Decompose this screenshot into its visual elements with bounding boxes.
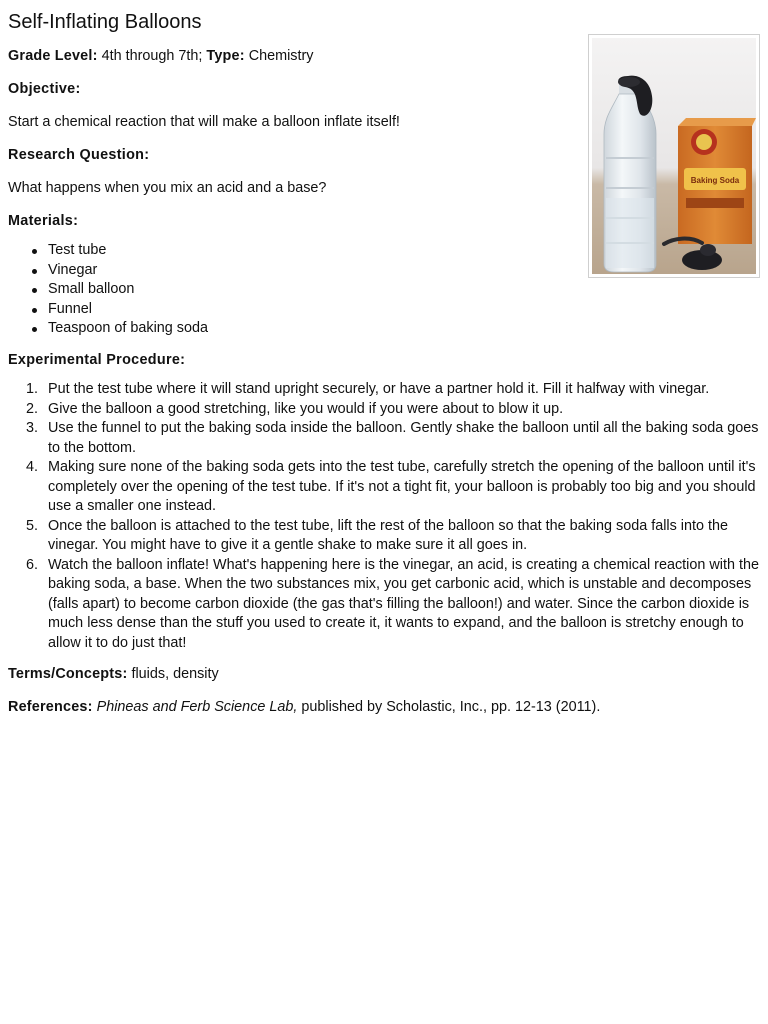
references-line bbox=[8, 698, 760, 718]
document bbox=[8, 10, 760, 730]
procedure-step: Once the balloon is attached to the test tube, lift the rest of the balloon so that the baking soda falls into the vinegar. You might have to give it a gentle shake to make sure it all goes in. bbox=[48, 517, 728, 553]
procedure-heading: Experimental Procedure: bbox=[8, 351, 186, 368]
objective-heading: Objective: bbox=[8, 80, 81, 97]
reference-details: published by Scholastic, Inc., pp. 12-13 (2011). bbox=[301, 698, 601, 715]
procedure-list bbox=[8, 380, 760, 653]
objective-text: Start a chemical reaction that will make a balloon inflate itself! bbox=[8, 114, 400, 130]
procedure-step: Give the balloon a good stretching, like you would if you were about to blow it up. bbox=[48, 400, 564, 417]
list-item: Funnel bbox=[48, 300, 760, 320]
terms-line bbox=[8, 665, 760, 685]
box-label-text: Baking Soda bbox=[690, 176, 740, 185]
reference-book-title: Phineas and Ferb Science Lab, bbox=[96, 698, 298, 715]
materials-heading: Materials: bbox=[8, 212, 79, 229]
list-item: Small balloon bbox=[48, 280, 760, 300]
list-item: Teaspoon of baking soda bbox=[48, 319, 760, 339]
baking-soda-box bbox=[678, 118, 756, 244]
list-item: Vinegar bbox=[48, 261, 760, 281]
references-label: References: bbox=[8, 698, 93, 715]
procedure-step: Watch the balloon inflate! What's happening here is the vinegar, an acid, is creating a chemical reaction with the baking soda, a base. When the two substances mix, you get carbonic acid, which is unstable and decomposes (falls apart) to become carbon dioxide (the gas that's filling the balloon!) and water. Since the carbon dioxide is much less dense than the stuff you used to create it, it wants to expand, and the balloon is stretchy enough to allow it to do just that! bbox=[48, 556, 759, 651]
materials-list bbox=[8, 241, 760, 339]
procedure-step: Making sure none of the baking soda gets into the test tube, carefully stretch the opening of the balloon until it's completely over the opening of the test tube. If it's not a tight fit, your balloon is probably too big and you should use a smaller one instead. bbox=[48, 459, 756, 514]
procedure-step: Put the test tube where it will stand upright securely, or have a partner hold it. Fill it halfway with vinegar. bbox=[48, 381, 710, 397]
page-title: Self-Inflating Balloons bbox=[8, 11, 202, 33]
type-value: Chemistry bbox=[248, 48, 314, 64]
bottle-balloon-baking-soda-image bbox=[592, 38, 756, 274]
list-item: Test tube bbox=[48, 241, 760, 261]
research-question-heading: Research Question: bbox=[8, 146, 150, 163]
research-question-text: What happens when you mix an acid and a base? bbox=[8, 180, 327, 196]
type-label: Type: bbox=[206, 48, 245, 64]
terms-value: fluids, density bbox=[131, 666, 219, 682]
grade-level-label: Grade Level: bbox=[8, 48, 98, 64]
procedure-step: Use the funnel to put the baking soda inside the balloon. Gently shake the balloon until all the baking soda goes to the bottom. bbox=[48, 420, 759, 456]
terms-label: Terms/Concepts: bbox=[8, 666, 128, 682]
grade-level-value: 4th through 7th; bbox=[101, 48, 203, 64]
